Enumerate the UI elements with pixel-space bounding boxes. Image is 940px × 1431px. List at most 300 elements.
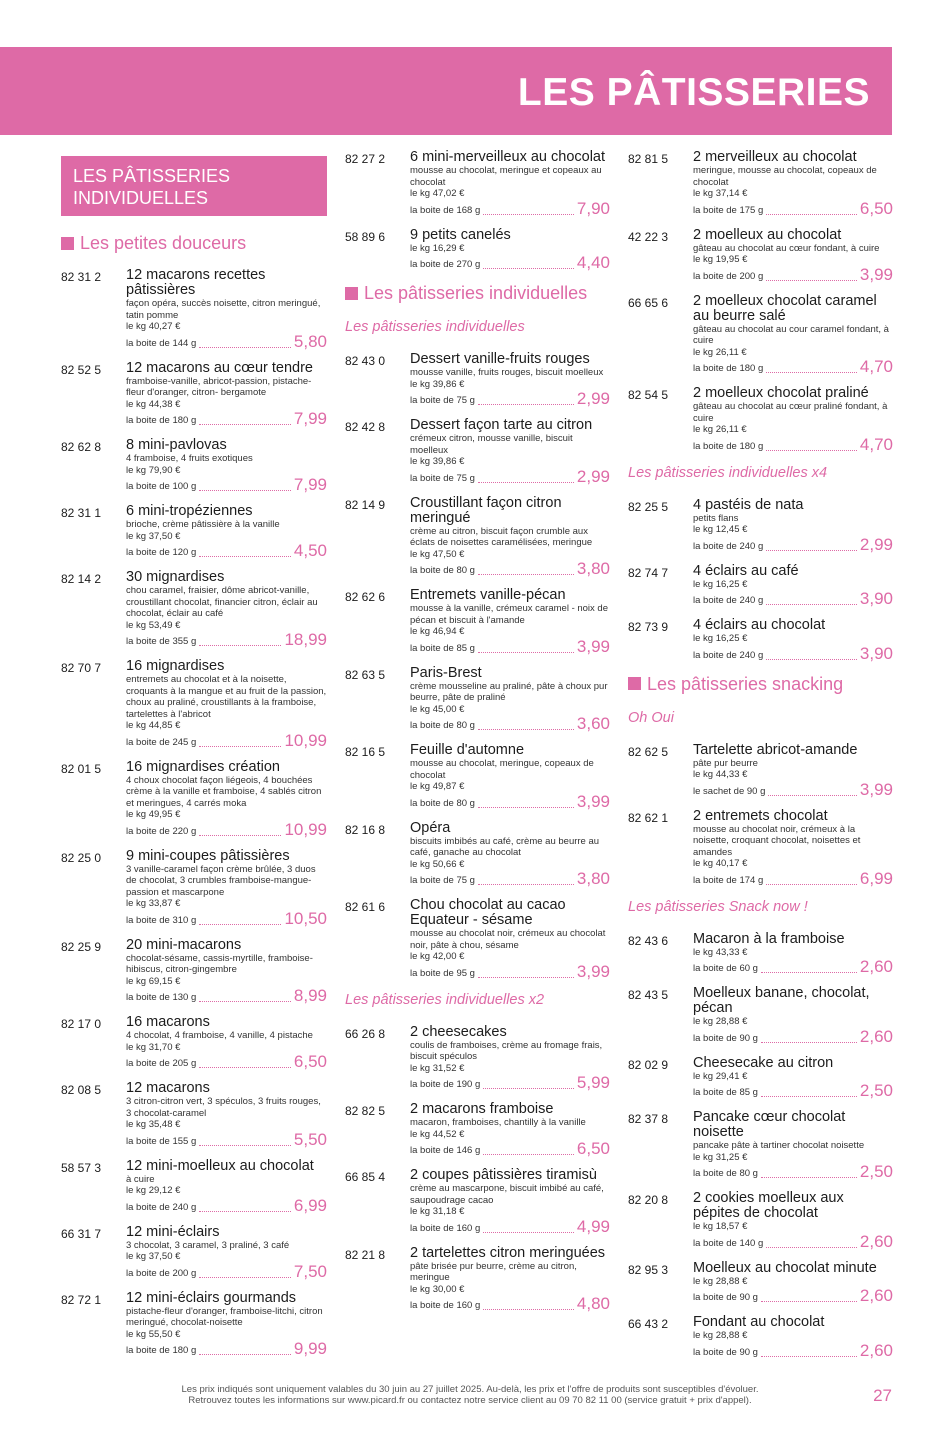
product-code: 82 08 5	[61, 1083, 102, 1097]
dotted-leader	[766, 659, 857, 660]
column-3	[628, 150, 893, 1370]
price-row	[410, 254, 610, 272]
product-description: 4 choux chocolat façon liégeois, 4 bouchées crème à la vanille et framboise, 4 sablés citron et meringues, 4 carrés moka	[126, 774, 322, 809]
price-per-kg: le kg 19,95 €	[693, 254, 748, 265]
product-name: 2 moelleux chocolat caramel au beurre salé	[693, 292, 877, 324]
product-item	[345, 821, 610, 889]
product-description: mousse au chocolat noir, crémeux au chocolat noir, pâte à chou, sésame	[410, 928, 606, 951]
header-banner	[0, 47, 892, 135]
product-name: 12 macarons recettes pâtissières	[126, 267, 266, 298]
product-description: pâte brisée pur beurre, crème au citron, meringue	[410, 1260, 577, 1283]
price-per-kg: le kg 16,25 €	[693, 633, 748, 644]
product-item	[628, 1056, 893, 1101]
product-details	[693, 932, 893, 977]
product-item	[345, 418, 610, 486]
product-details	[126, 1159, 327, 1215]
dotted-leader	[483, 268, 574, 269]
product-name: 2 moelleux au chocolat	[693, 226, 842, 243]
package-format: la boite de 240 g	[693, 595, 764, 606]
package-format: la boite de 174 g	[693, 874, 764, 886]
price-per-kg: le kg 31,25 €	[693, 1151, 748, 1163]
product-price: 7,50	[293, 1261, 327, 1281]
product-item	[628, 498, 893, 554]
dotted-leader	[199, 924, 281, 925]
price-per-kg: le kg 26,11 €	[693, 346, 747, 358]
product-name: 12 mini-moelleux au chocolat	[126, 1157, 314, 1174]
product-name: 2 entremets chocolat	[693, 807, 828, 824]
product-code: 82 62 5	[628, 744, 669, 759]
product-name: Croustillant façon citron meringué	[410, 494, 562, 526]
product-details	[126, 1015, 327, 1071]
product-name: Dessert vanille-fruits rouges	[410, 351, 590, 367]
product-details	[410, 743, 610, 811]
package-format: la boite de 75 g	[410, 472, 475, 484]
product-code: 82 01 5	[61, 761, 102, 776]
product-price: 2,50	[859, 1081, 893, 1100]
product-details	[693, 150, 893, 218]
product-code: 66 85 4	[345, 1170, 386, 1184]
price-row	[410, 870, 610, 888]
product-code: 82 14 2	[61, 572, 102, 586]
dotted-leader	[199, 556, 291, 557]
product-price: 5,80	[293, 331, 327, 351]
product-code: 82 02 9	[628, 1057, 669, 1072]
dotted-leader	[483, 1154, 574, 1155]
price-per-kg: le kg 31,52 €	[410, 1062, 465, 1074]
product-price: 4,70	[859, 357, 893, 376]
package-format: la boite de 160 g	[410, 1222, 481, 1234]
dotted-leader	[478, 404, 574, 405]
product-name: 8 mini-pavlovas	[126, 437, 227, 453]
product-code: 82 43 6	[628, 933, 669, 948]
product-description: à cuire	[126, 1173, 155, 1185]
product-name: 30 mignardises	[126, 569, 225, 585]
price-per-kg: le kg 37,50 €	[126, 530, 181, 542]
product-item	[345, 1246, 610, 1314]
product-code: 66 65 6	[628, 295, 669, 310]
product-name: 16 mignardises création	[126, 758, 280, 775]
product-description: biscuits imbibés au café, crème au beurre au café, ganache au chocolat	[410, 835, 600, 858]
package-format: la boite de 90 g	[693, 1292, 758, 1303]
product-price: 3,99	[576, 791, 610, 811]
dotted-leader	[199, 347, 291, 348]
product-name: 2 cookies moelleux aux pépites de chocolat	[693, 1190, 844, 1221]
price-per-kg: le kg 37,50 €	[126, 1251, 181, 1262]
page-number: 27	[873, 1386, 892, 1405]
product-code: 82 43 0	[345, 354, 386, 368]
product-code: 82 21 8	[345, 1247, 386, 1262]
price-per-kg: le kg 45,00 €	[410, 703, 465, 715]
package-format: la boite de 75 g	[410, 395, 475, 406]
package-format: la boite de 200 g	[693, 270, 764, 282]
product-item	[345, 898, 610, 981]
product-description: mousse au chocolat noir, crémeux à la noisette, croquant chocolat, noisettes et amandes	[693, 823, 861, 858]
product-code: 82 62 6	[345, 590, 386, 604]
product-item	[61, 849, 327, 928]
product-details	[410, 418, 610, 486]
price-per-kg: le kg 49,95 €	[126, 809, 181, 820]
product-name: 9 mini-coupes pâtissières	[126, 847, 290, 864]
package-format: la boite de 90 g	[693, 1346, 758, 1358]
product-description: brioche, crème pâtissière à la vanille	[126, 519, 280, 530]
product-item	[345, 1025, 610, 1093]
product-description: entremets au chocolat et à la noisette, croquants à la mangue et au fruit de la passion, choux au praliné, croustillants à la framboise, tartelettes à l'abricot	[126, 674, 327, 720]
product-code: 82 82 5	[345, 1104, 386, 1118]
product-code: 66 26 8	[345, 1026, 386, 1041]
product-price: 9,99	[293, 1339, 327, 1358]
product-name: 4 éclairs au café	[693, 562, 799, 579]
product-details	[126, 1081, 327, 1149]
dotted-leader	[199, 835, 281, 836]
price-row	[126, 910, 327, 928]
product-name: 12 mini-éclairs gourmands	[126, 1289, 297, 1306]
product-price: 3,99	[859, 779, 893, 799]
price-row	[410, 963, 610, 981]
subsection-heading: Les pâtisseries Snack now !	[628, 898, 808, 915]
dotted-leader	[483, 214, 574, 215]
package-format: la boite de 60 g	[693, 963, 758, 974]
dotted-leader	[766, 214, 857, 215]
product-details	[693, 618, 893, 663]
product-details	[126, 659, 327, 750]
package-format: la boite de 355 g	[126, 636, 197, 647]
dotted-leader	[199, 1145, 291, 1146]
product-code: 82 43 5	[628, 988, 669, 1002]
price-per-kg: le kg 16,29 €	[410, 242, 465, 254]
product-name: Entremets vanille-pécan	[410, 587, 566, 603]
price-per-kg: le kg 33,87 €	[126, 898, 181, 909]
section-title: Les pâtisseries individuelles	[364, 283, 588, 303]
dotted-leader	[766, 884, 857, 885]
price-row	[693, 1163, 893, 1181]
price-per-kg: le kg 40,17 €	[693, 858, 748, 869]
product-description: façon opéra, succès noisette, citron meringué, tatin pomme	[126, 298, 321, 321]
package-format: la boite de 80 g	[410, 797, 475, 809]
product-item	[61, 1159, 327, 1215]
dotted-leader	[761, 1177, 857, 1178]
price-row	[693, 1342, 893, 1360]
product-code: 82 25 9	[61, 939, 102, 954]
product-code: 82 70 7	[61, 661, 102, 675]
subsection-heading: Oh Oui	[628, 709, 674, 726]
product-description: 3 chocolat, 3 caramel, 3 praliné, 3 café	[126, 1239, 290, 1251]
product-description: petits flans	[693, 512, 739, 524]
product-name: 2 tartelettes citron meringuées	[410, 1244, 606, 1261]
package-format: la boite de 270 g	[410, 259, 481, 270]
product-details	[126, 438, 327, 494]
product-description: gâteau au chocolat au cœur fondant, à cuire	[693, 242, 880, 254]
price-row	[410, 1074, 610, 1092]
price-row	[693, 1028, 893, 1046]
product-name: Tartelette abricot-amande	[693, 741, 858, 758]
price-per-kg: le kg 26,11 €	[693, 424, 747, 435]
product-description: crème mousseline au praliné, pâte à choux pur beurre, pâte de praliné	[410, 680, 608, 703]
square-bullet-icon	[345, 287, 358, 300]
product-details	[410, 1246, 610, 1314]
product-item	[61, 361, 327, 429]
price-per-kg: le kg 50,66 €	[410, 858, 465, 870]
package-format: la boite de 95 g	[410, 967, 475, 979]
product-item	[61, 438, 327, 494]
price-row	[410, 638, 610, 656]
package-format: la boite de 155 g	[126, 1135, 197, 1147]
product-description: 3 citron-citron vert, 3 spéculos, 3 fruits rouges, 3 chocolat-caramel	[126, 1096, 321, 1119]
product-name: 6 mini-merveilleux au chocolat	[410, 149, 606, 165]
product-code: 82 37 8	[628, 1112, 669, 1126]
section-heading	[345, 282, 610, 304]
product-code: 82 17 0	[61, 1017, 102, 1031]
price-per-kg: le kg 44,52 €	[410, 1128, 465, 1140]
subsection-heading: Les pâtisseries individuelles x2	[345, 991, 545, 1008]
package-format: la boite de 120 g	[126, 547, 197, 558]
product-price: 6,50	[576, 1139, 610, 1158]
product-item	[345, 1168, 610, 1236]
price-per-kg: le kg 29,41 €	[693, 1070, 748, 1082]
product-details	[410, 821, 610, 889]
product-details	[126, 361, 327, 429]
price-per-kg: le kg 35,48 €	[126, 1119, 181, 1130]
product-item	[345, 588, 610, 656]
product-description: coulis de framboises, crème au fromage frais, biscuit spéculos	[410, 1039, 603, 1062]
price-row	[693, 536, 893, 554]
product-price: 4,70	[859, 434, 893, 454]
price-row	[126, 410, 327, 428]
product-price: 2,99	[576, 389, 610, 408]
package-format: la boite de 190 g	[410, 1079, 481, 1090]
price-row	[410, 793, 610, 811]
product-item	[61, 570, 327, 649]
product-description: 4 framboise, 4 fruits exotiques	[126, 453, 253, 464]
package-format: la boite de 180 g	[693, 363, 764, 374]
dotted-leader	[478, 482, 574, 483]
product-item	[628, 932, 893, 977]
dotted-leader	[766, 280, 857, 281]
price-row	[126, 987, 327, 1005]
product-item	[628, 1261, 893, 1306]
product-name: 2 merveilleux au chocolat	[693, 149, 857, 165]
product-price: 3,90	[859, 643, 893, 663]
product-code: 82 20 8	[628, 1193, 669, 1207]
price-per-kg: le kg 49,87 €	[410, 781, 465, 792]
product-code: 58 57 3	[61, 1160, 102, 1175]
product-price: 6,99	[293, 1195, 327, 1215]
product-item	[61, 268, 327, 351]
price-row	[126, 1197, 327, 1215]
price-per-kg: le kg 31,70 €	[126, 1041, 181, 1053]
product-item	[61, 1291, 327, 1359]
price-row	[410, 715, 610, 733]
dotted-leader	[478, 807, 574, 808]
dotted-leader	[199, 1211, 291, 1212]
product-price: 2,60	[859, 1231, 893, 1251]
dotted-leader	[199, 490, 291, 491]
product-code: 42 22 3	[628, 229, 669, 244]
product-details	[693, 743, 893, 799]
price-row	[126, 1131, 327, 1149]
product-name: Moelleux banane, chocolat, pécan	[693, 985, 870, 1016]
price-per-kg: le kg 69,15 €	[126, 975, 181, 987]
product-name: Cheesecake au citron	[693, 1054, 834, 1071]
product-price: 2,99	[859, 534, 893, 554]
dotted-leader	[761, 972, 857, 973]
product-details	[693, 809, 893, 888]
product-code: 82 81 5	[628, 152, 669, 166]
package-format: la boite de 240 g	[693, 540, 764, 552]
product-description: mousse vanille, fruits rouges, biscuit moelleux	[410, 367, 604, 378]
product-name: 6 mini-tropéziennes	[126, 503, 253, 519]
product-name: Feuille d'automne	[410, 742, 525, 758]
price-per-kg: le kg 47,50 €	[410, 548, 465, 560]
dotted-leader	[199, 1354, 291, 1355]
package-format: la boite de 140 g	[693, 1237, 764, 1249]
price-row	[410, 390, 610, 408]
product-price: 6,99	[859, 868, 893, 888]
package-format: la boite de 168 g	[410, 204, 481, 216]
package-format: la boite de 100 g	[126, 481, 197, 492]
product-item	[628, 294, 893, 377]
product-details	[410, 496, 610, 579]
price-row	[693, 436, 893, 454]
product-item	[628, 386, 893, 454]
price-row	[693, 266, 893, 284]
product-details	[410, 352, 610, 408]
package-format: la boite de 85 g	[410, 642, 475, 654]
package-format: la boite de 85 g	[693, 1087, 758, 1098]
package-format: la boite de 175 g	[693, 204, 764, 216]
product-description: crémeux citron, mousse vanille, biscuit moelleux	[410, 433, 573, 456]
dotted-leader	[199, 1001, 291, 1002]
product-description: pistache-fleur d'oranger, framboise-litchi, citron meringué, chocolat-noisette	[126, 1305, 323, 1328]
product-name: Opéra	[410, 819, 451, 836]
product-name: Paris-Brest	[410, 664, 482, 681]
package-format: la boite de 75 g	[410, 875, 475, 886]
product-name: 12 macarons	[126, 1080, 210, 1096]
product-details	[410, 1168, 610, 1236]
product-details	[693, 498, 893, 554]
product-item	[345, 496, 610, 579]
price-per-kg: le kg 42,00 €	[410, 951, 465, 962]
section-title: Les pâtisseries snacking	[647, 673, 844, 694]
price-row	[693, 781, 893, 799]
price-per-kg: le kg 40,27 €	[126, 321, 181, 332]
product-price: 3,99	[576, 636, 610, 656]
product-name: Macaron à la framboise	[693, 930, 845, 947]
product-name: 12 mini-éclairs	[126, 1223, 220, 1240]
product-code: 82 61 6	[345, 900, 386, 914]
package-format: la boite de 200 g	[126, 1267, 197, 1279]
price-per-kg: le kg 39,86 €	[410, 456, 465, 467]
product-description: gâteau au chocolat au cour caramel fondant, à cuire	[693, 323, 889, 346]
product-price: 3,99	[576, 961, 610, 981]
dotted-leader	[761, 1301, 857, 1302]
page-title: LES PÂTISSERIES	[517, 71, 870, 114]
product-price: 4,40	[576, 253, 610, 272]
package-format: la boite de 240 g	[126, 1201, 197, 1213]
price-row	[693, 870, 893, 888]
product-details	[693, 1110, 893, 1181]
dotted-leader	[766, 450, 857, 451]
product-item	[345, 352, 610, 408]
price-row	[126, 732, 327, 750]
dotted-leader	[766, 1247, 857, 1248]
product-code: 66 43 2	[628, 1317, 669, 1331]
product-description: gâteau au chocolat au cœur praliné fondant, à cuire	[693, 401, 888, 424]
dotted-leader	[766, 372, 857, 373]
product-details	[126, 938, 327, 1006]
product-price: 8,99	[293, 986, 327, 1005]
product-item	[345, 228, 610, 273]
package-format: la boite de 180 g	[126, 415, 197, 426]
package-format: le sachet de 90 g	[693, 785, 766, 797]
product-name: 2 cheesecakes	[410, 1023, 507, 1040]
product-price: 2,60	[859, 1286, 893, 1305]
category-heading: LES PÂTISSERIES INDIVIDUELLES	[61, 156, 327, 216]
product-name: 2 macarons framboise	[410, 1101, 554, 1117]
price-per-kg: le kg 46,94 €	[410, 626, 465, 637]
product-price: 3,80	[576, 869, 610, 888]
product-details	[410, 150, 610, 218]
price-per-kg: le kg 44,85 €	[126, 720, 181, 731]
product-item	[61, 760, 327, 839]
product-price: 7,99	[293, 409, 327, 428]
price-row	[126, 1263, 327, 1281]
product-code: 82 25 0	[61, 850, 102, 865]
product-description: 4 chocolat, 4 framboise, 4 vanille, 4 pistache	[126, 1030, 313, 1041]
product-item	[345, 743, 610, 811]
price-row	[410, 468, 610, 486]
product-code: 66 31 7	[61, 1226, 102, 1241]
price-row	[410, 200, 610, 218]
price-per-kg: le kg 28,88 €	[693, 1275, 748, 1287]
product-details	[126, 849, 327, 928]
package-format: la boite de 130 g	[126, 992, 197, 1003]
product-item	[61, 659, 327, 750]
price-per-kg: le kg 37,14 €	[693, 188, 748, 199]
product-details	[410, 666, 610, 734]
product-details	[693, 986, 893, 1046]
product-details	[693, 1261, 893, 1306]
product-item	[628, 986, 893, 1046]
product-code: 82 72 1	[61, 1292, 102, 1307]
price-per-kg: le kg 39,86 €	[410, 378, 465, 390]
product-details	[410, 898, 610, 981]
package-format: la boite de 310 g	[126, 914, 197, 926]
price-row	[126, 476, 327, 494]
price-row	[126, 542, 327, 560]
product-code: 82 27 2	[345, 152, 386, 166]
product-description: pâte pur beurre	[693, 757, 758, 769]
dotted-leader	[483, 1088, 574, 1089]
price-row	[693, 1082, 893, 1100]
price-per-kg: le kg 28,88 €	[693, 1016, 748, 1027]
price-per-kg: le kg 28,88 €	[693, 1330, 748, 1341]
product-price: 2,60	[859, 957, 893, 976]
product-price: 2,50	[859, 1162, 893, 1181]
product-details	[410, 228, 610, 273]
product-price: 7,99	[293, 475, 327, 494]
package-format: la boite de 180 g	[126, 1345, 197, 1356]
price-per-kg: le kg 31,18 €	[410, 1206, 465, 1217]
dotted-leader	[478, 574, 574, 575]
product-code: 82 63 5	[345, 667, 386, 682]
dotted-leader	[761, 1096, 857, 1097]
dotted-leader	[766, 550, 857, 551]
dotted-leader	[766, 604, 857, 605]
product-item	[628, 809, 893, 888]
product-price: 5,99	[576, 1073, 610, 1092]
price-per-kg: le kg 18,57 €	[693, 1221, 748, 1232]
product-item	[628, 1191, 893, 1251]
